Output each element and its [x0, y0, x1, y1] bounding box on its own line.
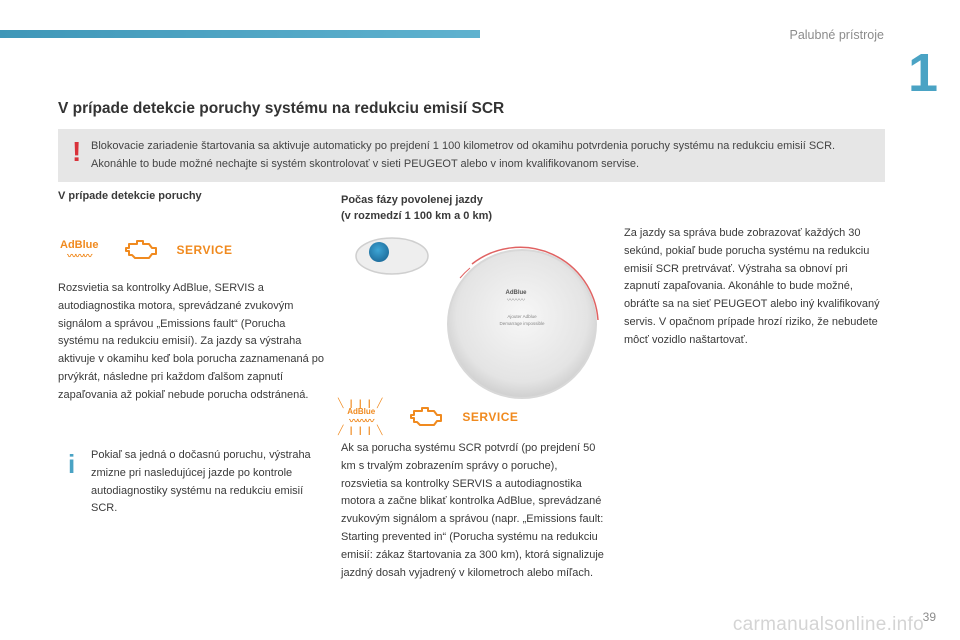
left-display — [356, 238, 428, 274]
adblue-icon — [60, 240, 99, 261]
info-text: Pokiaľ sa jedná o dočasnú poruchu, výstraha zmizne pri nasledujúcej jazde po kontrole autodiagnostiky systému na redukciu emisií SCR. — [91, 449, 311, 515]
watermark: carmanualsonline.info — [732, 614, 924, 635]
engine-check-icon — [406, 405, 444, 429]
service-icon: SERVICE — [462, 410, 519, 424]
middle-heading-line1: Počas fázy povolenej jazdy — [341, 194, 483, 206]
left-indicator-row — [60, 238, 232, 262]
warning-text: Blokovacie zariadenie štartovania sa aktivuje automaticky po prejdení 1 100 kilometrov od okamihu potvrdenia poruchy systému na redukciu emisií SCR. Akonáhle to bude možné nechajte si systém skontrolovať v sieti PEUGEOT alebo v inom kvalifikovanom servise. — [91, 140, 836, 170]
dashboard-wave-icon: 〰〰〰 — [506, 297, 526, 304]
left-column-paragraph: Rozsvietia sa kontrolky AdBlue, SERVIS a autodiagnostika motora, sprevádzané zvukovým signálom a správou „Emissions fault“ (Porucha systému na redukciu emisií). Za jazdy sa výstraha aktivuje v okamihu keď bola porucha zaznamenaná po prvýkrát, následne pri každom ďalšom zapnutí zapaľovania až pokiaľ nebude porucha odstránená. — [58, 282, 325, 401]
instrument-cluster-illustration — [352, 234, 612, 399]
exclamation-icon: ! — [72, 136, 82, 167]
warning-box — [58, 129, 885, 182]
right-column-paragraph: Za jazdy sa správa bude zobrazovať každých 30 sekúnd, pokiaľ bude porucha systému na redukciu emisií SCR pretrvávať. Výstraha sa obnoví pri zapnutí zapaľovania. Akonáhle to bude možné, obráťte sa na sieť PEUGEOT alebo iný kvalifikovaný servis. V opačnom prípade hrozí riziko, že nebudete môcť vozidlo naštartovať. — [624, 227, 880, 346]
chapter-number: 1 — [907, 43, 938, 103]
middle-heading-line2: (v rozmedzí 1 100 km a 0 km) — [341, 210, 493, 222]
info-box — [58, 447, 322, 517]
header-accent-bar — [0, 30, 480, 38]
adblue-blinking-label: AdBlue — [347, 407, 376, 416]
wave-icon: 〰〰〰 — [67, 250, 92, 261]
middle-column-heading — [341, 192, 492, 224]
info-icon: i — [68, 449, 76, 479]
dashboard-message-line2: Demarrage impossible — [499, 321, 545, 326]
main-heading: V prípade detekcie poruchy systému na redukciu emisií SCR — [58, 100, 505, 117]
blink-rays-top-icon: ╲ | | | ╱ — [338, 398, 385, 408]
left-column-heading: V prípade detekcie poruchy — [58, 190, 202, 202]
service-icon: SERVICE — [176, 243, 233, 257]
adblue-icon-label: AdBlue — [60, 238, 99, 251]
engine-check-icon — [121, 238, 159, 262]
adblue-blinking-icon — [338, 399, 384, 435]
dashboard-message-line1: Ajouter Adblue — [507, 314, 537, 319]
dashboard-adblue-text: AdBlue — [505, 290, 527, 296]
blue-knob-icon — [369, 242, 389, 262]
middle-column-paragraph: Ak sa porucha systému SCR potvrdí (po prejdení 50 km s trvalým zobrazením správy o poruche), rozsvietia sa kontrolky SERVIS a autodiagnostika motora a začne blikať kontrolka AdBlue, sprevádzané zvukovým signálom a správou (napr. „Emissions fault: Starting prevented in“ (Porucha systému na redukciu emisií: zákaz štartovania za 300 km), ktorá signalizuje jazdný dosah vyjadrený v kilometroch alebo míľach. — [341, 442, 604, 579]
page-number: 39 — [922, 610, 936, 624]
middle-indicator-row — [338, 399, 518, 435]
wave-icon: 〰〰〰 — [349, 416, 374, 426]
blink-rays-bottom-icon: ╱ | | | ╲ — [338, 425, 385, 435]
section-title: Palubné prístroje — [789, 28, 884, 42]
